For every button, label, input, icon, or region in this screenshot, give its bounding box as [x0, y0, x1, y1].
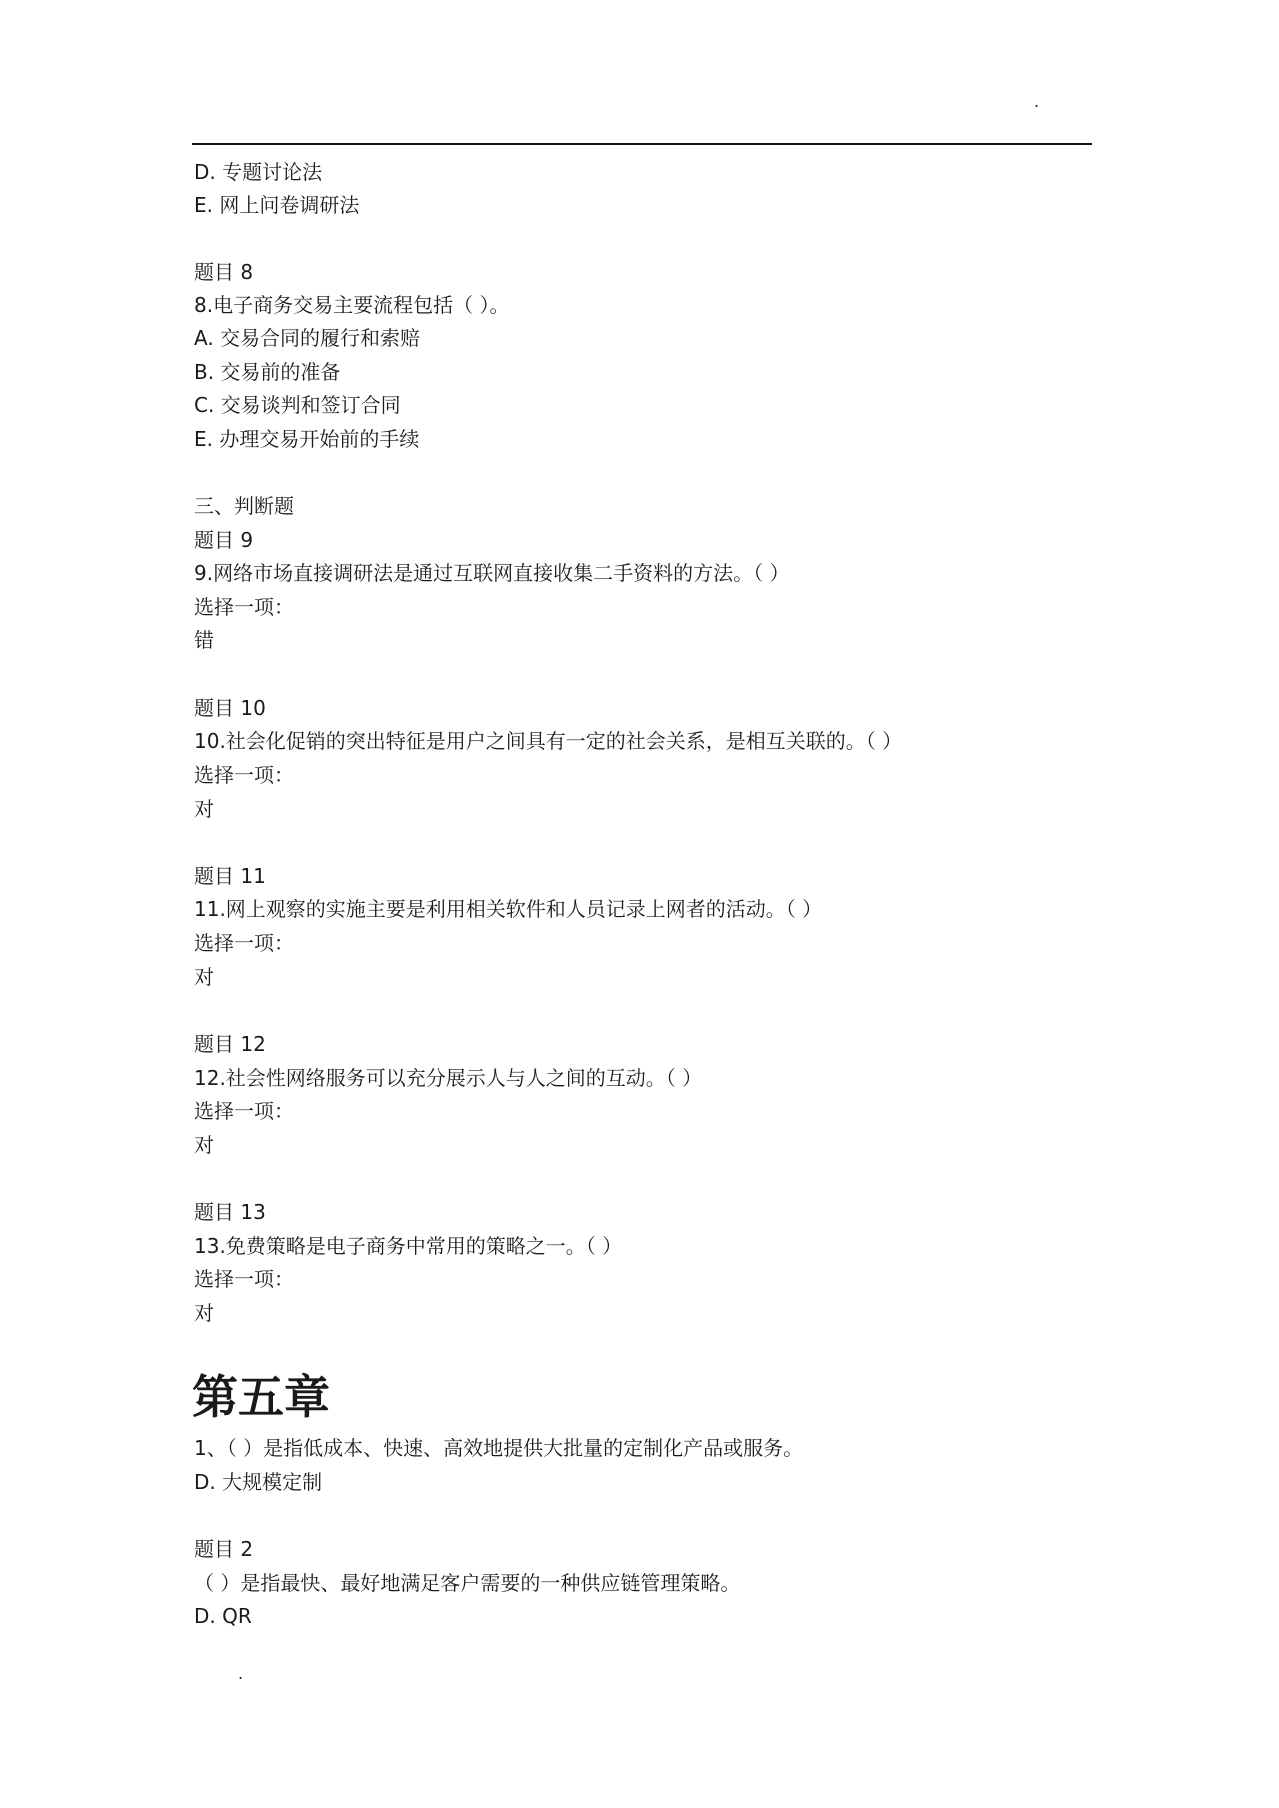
question-text: 11.网上观察的实施主要是利用相关软件和人员记录上网者的活动。（ ）	[194, 897, 823, 921]
question-text: （ ）是指最快、最好地满足客户需要的一种供应链管理策略。	[194, 1571, 741, 1595]
question-heading: 题目 2	[194, 1537, 254, 1561]
choice-prompt: 选择一项：	[194, 1099, 294, 1123]
section-heading: 三、判断题	[194, 494, 294, 518]
option-line: E. 办理交易开始前的手续	[194, 427, 420, 451]
question-text: 8.电子商务交易主要流程包括（ ）。	[194, 293, 510, 317]
choice-prompt: 选择一项：	[194, 595, 294, 619]
answer: 对	[194, 1301, 214, 1325]
choice-prompt: 选择一项：	[194, 763, 294, 787]
option-line: C. 交易谈判和签订合同	[194, 393, 401, 417]
question-heading: 题目 10	[194, 696, 266, 720]
answer: 错	[194, 628, 214, 652]
footer-mark: .	[238, 1664, 244, 1683]
choice-prompt: 选择一项：	[194, 1267, 294, 1291]
question-heading: 题目 12	[194, 1032, 266, 1056]
question-heading: 题目 8	[194, 260, 254, 284]
question-heading: 题目 11	[194, 864, 266, 888]
header-rule	[192, 143, 1092, 145]
answer: 对	[194, 797, 214, 821]
answer: D. QR	[194, 1604, 252, 1628]
question-text: 10.社会化促销的突出特征是用户之间具有一定的社会关系，是相互关联的。（ ）	[194, 729, 903, 753]
option-line: E. 网上问卷调研法	[194, 193, 360, 217]
choice-prompt: 选择一项：	[194, 931, 294, 955]
answer: D. 大规模定制	[194, 1470, 323, 1494]
option-line: B. 交易前的准备	[194, 360, 341, 384]
question-heading: 题目 13	[194, 1200, 266, 1224]
question-text: 12.社会性网络服务可以充分展示人与人之间的互动。（ ）	[194, 1066, 703, 1090]
question-text: 9.网络市场直接调研法是通过互联网直接收集二手资料的方法。（ ）	[194, 561, 790, 585]
header-mark: .	[1034, 92, 1040, 111]
option-line: D. 专题讨论法	[194, 160, 323, 184]
option-line: A. 交易合同的履行和索赔	[194, 326, 421, 350]
question-heading: 题目 9	[194, 528, 254, 552]
answer: 对	[194, 965, 214, 989]
chapter-heading: 第五章	[192, 1370, 330, 1424]
answer: 对	[194, 1133, 214, 1157]
question-text: 1、（ ）是指低成本、快速、高效地提供大批量的定制化产品或服务。	[194, 1436, 804, 1460]
question-text: 13.免费策略是电子商务中常用的策略之一。（ ）	[194, 1234, 623, 1258]
